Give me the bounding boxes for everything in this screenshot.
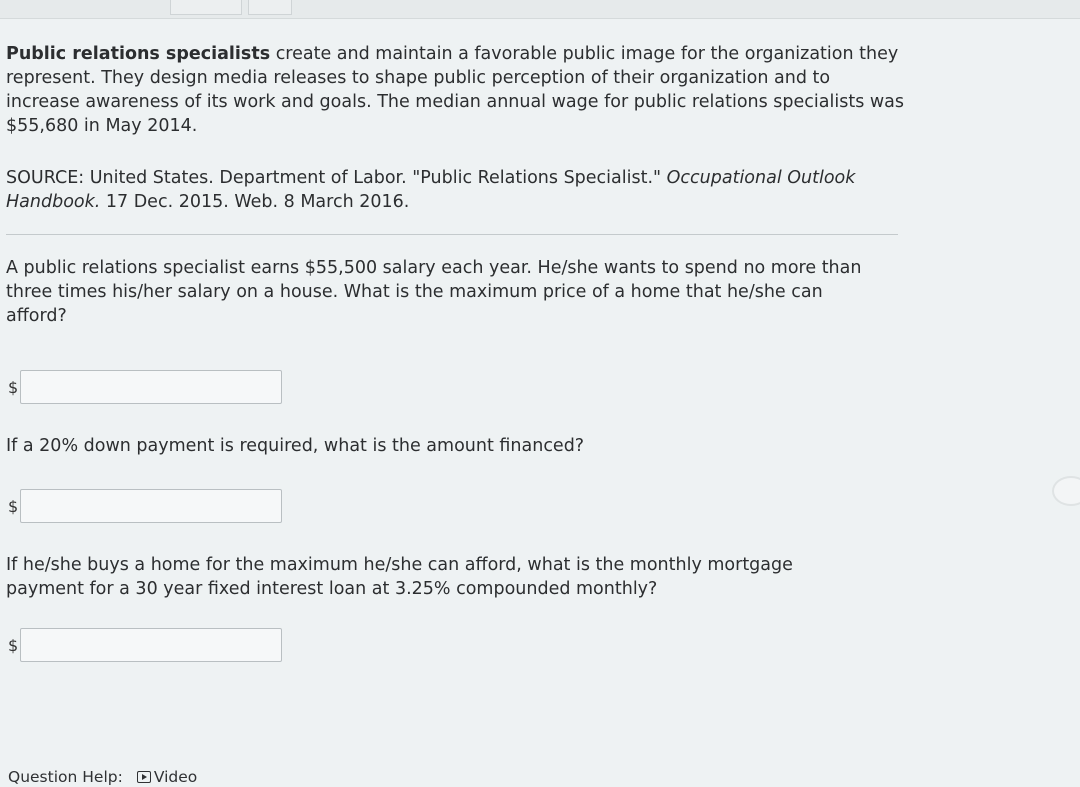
source-citation [6,166,906,214]
currency-symbol: $ [8,496,19,516]
question-help [8,768,197,786]
video-link-label: Video [153,768,198,786]
intro-bold-term: Public relations specialists [6,44,271,64]
answer-input-3[interactable] [20,628,282,662]
answer-row-2 [8,487,282,525]
answer-row-3 [8,626,282,664]
intro-text: create and maintain a favorable public image for the organization they represent. They design media releases to shape public perception of their organization and to increase awareness of its work and goals. The median annual wage for public relations specialists was $55,680 in May 2014. [6,44,905,136]
source-suffix: 17 Dec. 2015. Web. 8 March 2016. [100,192,410,212]
toolbar-tab[interactable] [170,0,242,15]
question-1-text: A public relations specialist earns $55,500 salary each year. He/she wants to spend no more than three times his/her salary on a house. What is the maximum price of a home that he/she can afford? [6,258,862,326]
source-title: Occupational Outlook Handbook. [6,168,856,212]
answer-input-1[interactable] [20,370,282,404]
question-help-label: Question Help: [8,768,123,786]
question-3-text: If he/she buys a home for the maximum he/she can afford, what is the monthly mortgage payment for a 30 year fixed interest loan at 3.25% compounded monthly? [6,555,793,599]
answer-row-1 [8,368,282,406]
video-help-link[interactable] [137,768,197,786]
play-video-icon [137,771,151,783]
question-2-text: If a 20% down payment is required, what is the amount financed? [6,436,585,456]
answer-input-2[interactable] [20,489,282,523]
side-tab-handle[interactable] [1052,476,1080,506]
currency-symbol: $ [8,377,19,397]
intro-paragraph [6,42,906,138]
currency-symbol: $ [8,635,19,655]
top-toolbar [0,0,1080,19]
section-divider [6,234,898,235]
toolbar-tab[interactable] [248,0,292,15]
source-prefix: SOURCE: United States. Department of Labor. "Public Relations Specialist." [6,168,667,188]
